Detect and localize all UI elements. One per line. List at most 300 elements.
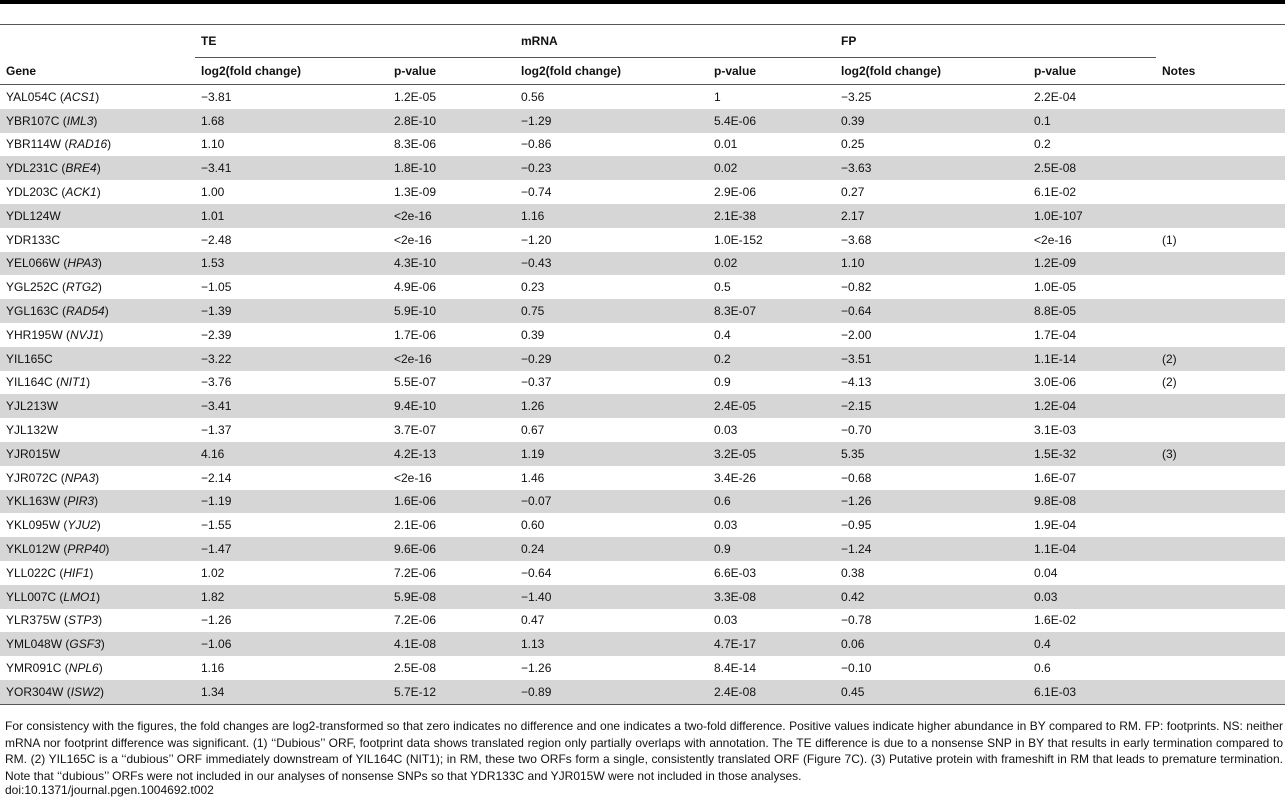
cell-te-p-value: 4.2E-13 [388, 442, 515, 466]
cell-notes [1156, 585, 1285, 609]
group-header-row [0, 25, 1285, 58]
cell-fp-fold-change: −0.82 [841, 280, 872, 295]
cell-te-fold-change: −1.37 [201, 423, 232, 438]
cell-te-fold-change: 1.10 [201, 137, 225, 152]
cell-mrna-p-value: 3.2E-05 [708, 442, 835, 466]
cell-fp-fold-change: −0.64 [835, 299, 1028, 323]
cell-notes [1156, 323, 1285, 347]
cell-gene [0, 371, 195, 395]
column-header-notes: Notes [1156, 58, 1285, 85]
gene-name-paren: ( [60, 542, 68, 557]
gene-name-paren: ( [61, 661, 69, 676]
cell-mrna-fold-change: −1.26 [521, 661, 552, 676]
column-header-fp-p-value: p-value [1028, 58, 1156, 85]
gene-id: YKL095W [6, 518, 61, 533]
cell-mrna-p-value: 2.4E-05 [708, 394, 835, 418]
gene-id: YDR133C [6, 232, 61, 247]
table-row [0, 394, 1285, 418]
gene-name: ACK1 [65, 185, 97, 200]
cell-fp-fold-change: −0.68 [841, 470, 872, 485]
table-row [0, 275, 1285, 299]
gene-name-paren: ) [98, 661, 103, 676]
cell-mrna-fold-change: −0.74 [521, 185, 552, 200]
gene-id: YDL124W [6, 208, 61, 223]
gene-name-paren: ( [62, 327, 71, 342]
cell-mrna-p-value: 0.2 [708, 347, 835, 371]
gene-name-paren: ) [96, 161, 101, 176]
cell-fp-p-value: 1.7E-04 [1034, 327, 1077, 342]
gene-name: YJU2 [67, 518, 97, 533]
table-row [0, 632, 1285, 656]
cell-te-fold-change: −1.06 [195, 632, 388, 656]
cell-mrna-p-value: 0.5 [714, 280, 731, 295]
cell-notes [1156, 394, 1285, 418]
gene-name-paren: ) [99, 327, 104, 342]
cell-te-fold-change: 1.68 [195, 109, 388, 133]
cell-te-fold-change: −3.76 [201, 375, 232, 390]
gene-id: YKL012W [6, 542, 61, 557]
gene-name: NIT1 [60, 375, 87, 390]
gene-name: NPA3 [64, 470, 96, 485]
cell-te-fold-change: −3.41 [195, 394, 388, 418]
cell-gene [0, 537, 195, 561]
gene-name-paren: ) [95, 470, 100, 485]
cell-te-fold-change: −2.39 [201, 327, 232, 342]
cell-fp-p-value: 0.1 [1028, 109, 1156, 133]
cell-fp-fold-change: −1.24 [835, 537, 1028, 561]
cell-mrna-fold-change: 0.23 [521, 280, 545, 295]
cell-notes [1156, 513, 1285, 537]
gene-name: NPL6 [68, 661, 99, 676]
cell-mrna-fold-change: −0.37 [521, 375, 552, 390]
table-row [0, 299, 1285, 323]
gene-name-paren: ( [58, 161, 66, 176]
cell-mrna-fold-change: 1.46 [521, 470, 545, 485]
cell-mrna-p-value: 0.4 [714, 327, 731, 342]
gene-name: RTG2 [66, 280, 98, 295]
table-row [0, 561, 1285, 585]
cell-gene [0, 490, 195, 514]
cell-mrna-fold-change: −0.07 [515, 490, 708, 514]
cell-fp-p-value: 8.8E-05 [1028, 299, 1156, 323]
column-header-te-p-value: p-value [388, 58, 515, 85]
cell-te-fold-change: 1.53 [195, 252, 388, 276]
cell-fp-p-value: 1.9E-04 [1034, 518, 1077, 533]
gene-name-paren: ) [98, 613, 103, 628]
gene-name-paren: ) [105, 542, 110, 557]
cell-te-p-value: <2e-16 [394, 470, 432, 485]
gene-name: IML3 [66, 113, 94, 128]
cell-fp-fold-change: 0.25 [841, 137, 865, 152]
cell-te-p-value: 3.7E-07 [394, 423, 437, 438]
gene-name: LMO1 [63, 589, 97, 604]
cell-gene [0, 418, 195, 442]
cell-fp-p-value: 0.03 [1028, 585, 1156, 609]
cell-te-p-value: 2.8E-10 [388, 109, 515, 133]
cell-mrna-fold-change: 0.56 [521, 89, 545, 104]
cell-notes [1156, 204, 1285, 228]
cell-mrna-fold-change: −0.86 [521, 137, 552, 152]
cell-notes [1156, 275, 1285, 299]
cell-te-fold-change: 1.01 [195, 204, 388, 228]
table-row [0, 656, 1285, 680]
gene-id: YIL164C [6, 375, 53, 390]
cell-fp-fold-change: 0.42 [835, 585, 1028, 609]
cell-fp-fold-change: 0.39 [835, 109, 1028, 133]
cell-gene [0, 442, 195, 466]
column-header-gene: Gene [0, 58, 195, 85]
cell-mrna-p-value: 0.01 [714, 137, 738, 152]
cell-gene [0, 228, 195, 252]
column-header-mrna-p-value: p-value [708, 58, 835, 85]
table-row [0, 418, 1285, 442]
table-row [0, 228, 1285, 252]
cell-te-fold-change: 1.02 [201, 565, 225, 580]
cell-fp-fold-change: −1.26 [835, 490, 1028, 514]
gene-name: HPA3 [67, 256, 98, 271]
cell-gene [0, 109, 195, 133]
cell-fp-fold-change: −0.95 [841, 518, 872, 533]
gene-name-paren: ) [93, 113, 98, 128]
table-row [0, 204, 1285, 228]
gene-name-paren: ) [96, 589, 101, 604]
cell-notes [1156, 418, 1285, 442]
table-row [0, 371, 1285, 395]
cell-mrna-fold-change: 0.47 [521, 613, 545, 628]
cell-fp-p-value: 0.6 [1034, 661, 1051, 676]
cell-mrna-p-value: 6.6E-03 [714, 565, 757, 580]
gene-name-paren: ) [97, 256, 102, 271]
cell-fp-fold-change: −0.70 [841, 423, 872, 438]
cell-notes: (2) [1156, 347, 1285, 371]
table-row [0, 609, 1285, 633]
cell-gene [0, 156, 195, 180]
gene-name-paren: ( [61, 137, 69, 152]
doi-line: doi:10.1371/journal.pgen.1004692.t002 [5, 783, 214, 797]
cell-notes [1156, 133, 1285, 157]
cell-notes: (2) [1162, 375, 1177, 390]
gene-name-paren: ( [58, 280, 67, 295]
cell-gene [0, 394, 195, 418]
cell-te-fold-change: 1.82 [195, 585, 388, 609]
gene-name-paren: ) [107, 137, 112, 152]
gene-name: ISW2 [70, 684, 101, 699]
cell-fp-fold-change: 0.45 [835, 680, 1028, 704]
gene-name: NVJ1 [70, 327, 100, 342]
cell-te-p-value: 2.5E-08 [394, 661, 437, 676]
cell-fp-p-value: 1.5E-32 [1028, 442, 1156, 466]
cell-mrna-p-value: 2.4E-08 [708, 680, 835, 704]
cell-notes [1156, 252, 1285, 276]
cell-mrna-p-value: 0.03 [714, 613, 738, 628]
cell-te-p-value: 8.3E-06 [394, 137, 437, 152]
column-header-te-fold-change: log2(fold change) [195, 58, 388, 85]
cell-gene [0, 180, 195, 204]
gene-name-paren: ) [96, 185, 101, 200]
cell-gene [0, 252, 195, 276]
cell-mrna-p-value: 1.0E-152 [714, 232, 763, 247]
cell-gene [0, 204, 195, 228]
cell-mrna-fold-change: 1.26 [515, 394, 708, 418]
cell-mrna-p-value: 0.02 [708, 156, 835, 180]
column-header-row [0, 58, 1285, 85]
cell-mrna-fold-change: 1.19 [515, 442, 708, 466]
cell-notes [1156, 466, 1285, 490]
cell-fp-p-value: 6.1E-02 [1034, 185, 1077, 200]
cell-te-fold-change: 1.16 [201, 661, 225, 676]
cell-notes [1156, 490, 1285, 514]
cell-gene [0, 632, 195, 656]
column-header-mrna-fold-change: log2(fold change) [515, 58, 708, 85]
gene-name-paren: ) [86, 375, 91, 390]
cell-te-fold-change: 4.16 [195, 442, 388, 466]
cell-te-p-value: 9.4E-10 [388, 394, 515, 418]
cell-te-p-value: 1.8E-10 [388, 156, 515, 180]
gene-name-paren: ( [58, 185, 66, 200]
cell-notes [1156, 656, 1285, 680]
cell-mrna-fold-change: −1.20 [521, 232, 552, 247]
cell-te-fold-change: −1.26 [201, 613, 232, 628]
cell-te-fold-change: −1.05 [201, 280, 232, 295]
cell-gene [0, 323, 195, 347]
cell-fp-fold-change: −4.13 [841, 375, 872, 390]
cell-mrna-fold-change: −0.43 [515, 252, 708, 276]
gene-name: RAD16 [68, 137, 108, 152]
gene-name-paren: ) [104, 304, 109, 319]
group-header-mrna: mRNA [515, 25, 835, 58]
cell-fp-fold-change: −3.68 [841, 232, 872, 247]
cell-mrna-p-value: 2.9E-06 [714, 185, 757, 200]
cell-te-fold-change: −1.55 [201, 518, 232, 533]
gene-name-paren: ( [56, 565, 64, 580]
gene-id: YGL163C [6, 304, 59, 319]
gene-id: YKL163W [6, 494, 61, 509]
group-header-blank [1156, 25, 1285, 58]
column-header-fp-fold-change: log2(fold change) [835, 58, 1028, 85]
table-row [0, 585, 1285, 609]
cell-gene [0, 609, 195, 633]
cell-notes [1156, 632, 1285, 656]
gene-id: YLL022C [6, 565, 57, 580]
cell-mrna-p-value: 8.4E-14 [714, 661, 757, 676]
gene-id: YIL165C [6, 351, 53, 366]
cell-te-p-value: 5.5E-07 [394, 375, 437, 390]
cell-te-fold-change: 1.00 [201, 185, 225, 200]
cell-fp-fold-change: −2.00 [841, 327, 872, 342]
gene-name-paren: ) [97, 280, 102, 295]
cell-mrna-fold-change: 1.13 [515, 632, 708, 656]
cell-fp-p-value: 1.0E-107 [1028, 204, 1156, 228]
group-header-fp: FP [835, 25, 1156, 58]
group-header-te: TE [195, 25, 515, 58]
cell-gene [0, 85, 195, 109]
cell-te-fold-change: −2.14 [201, 470, 232, 485]
cell-mrna-fold-change: −0.89 [515, 680, 708, 704]
cell-fp-fold-change: −0.78 [841, 613, 872, 628]
gene-id: YHR195W [6, 327, 63, 342]
cell-te-p-value: 5.9E-08 [388, 585, 515, 609]
cell-fp-fold-change: −3.51 [835, 347, 1028, 371]
cell-fp-p-value: <2e-16 [1034, 232, 1072, 247]
cell-fp-p-value: 2.5E-08 [1028, 156, 1156, 180]
gene-id: YLL007C [6, 589, 57, 604]
table-row [0, 323, 1285, 347]
gene-id: YAL054C [6, 89, 57, 104]
gene-id: YBR107C [6, 113, 60, 128]
top-rule [0, 0, 1285, 4]
cell-fp-p-value: 1.6E-07 [1034, 470, 1077, 485]
cell-fp-p-value: 0.2 [1034, 137, 1051, 152]
cell-notes: (3) [1156, 442, 1285, 466]
cell-te-p-value: <2e-16 [388, 347, 515, 371]
cell-mrna-p-value: 2.1E-38 [708, 204, 835, 228]
cell-fp-fold-change: −0.10 [841, 661, 872, 676]
gene-id: YEL066W [6, 256, 61, 271]
cell-mrna-p-value: 0.9 [708, 537, 835, 561]
gene-id: YJL213W [6, 399, 59, 414]
cell-mrna-fold-change: −1.29 [515, 109, 708, 133]
table-row [0, 466, 1285, 490]
table-row [0, 156, 1285, 180]
cell-fp-fold-change: 0.38 [841, 565, 865, 580]
cell-notes [1156, 561, 1285, 585]
gene-id: YLR375W [6, 613, 61, 628]
cell-fp-fold-change: 5.35 [835, 442, 1028, 466]
cell-mrna-p-value: 0.6 [708, 490, 835, 514]
cell-mrna-p-value: 3.3E-08 [708, 585, 835, 609]
cell-fp-p-value: 0.4 [1028, 632, 1156, 656]
cell-gene [0, 347, 195, 371]
table-row [0, 180, 1285, 204]
table-row [0, 85, 1285, 109]
cell-gene [0, 585, 195, 609]
cell-fp-fold-change: 0.06 [835, 632, 1028, 656]
cell-fp-p-value: 1.6E-02 [1034, 613, 1077, 628]
cell-fp-p-value: 0.04 [1034, 565, 1058, 580]
cell-gene [0, 466, 195, 490]
cell-te-p-value: 1.7E-06 [394, 327, 437, 342]
gene-name-paren: ( [56, 589, 64, 604]
group-header-blank [0, 25, 195, 58]
gene-name-paren: ( [58, 304, 67, 319]
gene-name-paren: ( [52, 375, 61, 390]
table-row [0, 252, 1285, 276]
cell-mrna-fold-change: −0.29 [515, 347, 708, 371]
cell-mrna-fold-change: −0.23 [515, 156, 708, 180]
gene-name-paren: ( [60, 494, 68, 509]
gene-id: YJR015W [6, 446, 61, 461]
cell-fp-p-value: 2.2E-04 [1034, 89, 1077, 104]
table-row [0, 133, 1285, 157]
cell-fp-p-value: 6.1E-03 [1028, 680, 1156, 704]
cell-te-p-value: 4.9E-06 [394, 280, 437, 295]
cell-notes [1156, 537, 1285, 561]
gene-name-paren: ) [100, 637, 105, 652]
gene-id: YOR304W [6, 684, 64, 699]
cell-te-p-value: 1.2E-05 [394, 89, 437, 104]
gene-id: YDL231C [6, 161, 59, 176]
cell-te-fold-change: −3.81 [201, 89, 232, 104]
cell-mrna-fold-change: 0.75 [515, 299, 708, 323]
cell-notes: (1) [1162, 232, 1177, 247]
cell-fp-fold-change: −2.15 [835, 394, 1028, 418]
cell-te-p-value: 1.6E-06 [388, 490, 515, 514]
cell-te-fold-change: −2.48 [201, 232, 232, 247]
cell-mrna-fold-change: 0.24 [515, 537, 708, 561]
results-table-container [0, 24, 1285, 705]
table-row [0, 490, 1285, 514]
cell-fp-p-value: 1.1E-14 [1028, 347, 1156, 371]
cell-fp-fold-change: 2.17 [835, 204, 1028, 228]
cell-te-p-value: 7.2E-06 [394, 565, 437, 580]
gene-id: YML048W [6, 637, 63, 652]
cell-notes [1156, 299, 1285, 323]
cell-mrna-p-value: 5.4E-06 [708, 109, 835, 133]
gene-name-paren: ) [94, 494, 99, 509]
cell-notes [1156, 109, 1285, 133]
cell-gene [0, 513, 195, 537]
gene-name: STP3 [68, 613, 99, 628]
gene-name: BRE4 [65, 161, 97, 176]
gene-name-paren: ( [62, 637, 70, 652]
cell-te-p-value: 1.3E-09 [394, 185, 437, 200]
cell-mrna-p-value: 0.03 [714, 423, 738, 438]
cell-fp-p-value: 3.0E-06 [1034, 375, 1077, 390]
gene-name-paren: ( [57, 470, 65, 485]
cell-gene [0, 275, 195, 299]
cell-mrna-p-value: 4.7E-17 [708, 632, 835, 656]
cell-mrna-p-value: 1 [714, 89, 721, 104]
cell-mrna-p-value: 0.02 [708, 252, 835, 276]
table-footnote: For consistency with the figures, the fold changes are log2-transformed so that zero indicates no difference and one indicates a two-fold difference. Positive values indicate higher abundance in BY compared to RM. FP: footprints. NS: neither mRNA nor footprint difference was significant. (1) ‘‘Dubious’’ ORF, footprint data shows translated region only partially overlaps with annotation. The TE difference is due to a nonsense SNP in BY that results in early termination compared to RM. (2) YIL165C is a ‘‘dubious’’ ORF immediately downstream of YIL164C (NIT1); in RM, these two ORFs form a single, consistently translated ORF (Figure 7C). (3) Putative protein with frameshift in RM that leads to premature termination. Note that ‘‘dubious’’ ORFs were not included in our analyses of nonsense SNPs so that YDR133C and YJR015W were not included in those analyses. [5, 719, 1283, 783]
cell-mrna-p-value: 8.3E-07 [708, 299, 835, 323]
gene-id: YJL132W [6, 423, 59, 438]
cell-fp-p-value: 1.2E-09 [1028, 252, 1156, 276]
table-body [0, 85, 1285, 705]
gene-id: YBR114W [6, 137, 62, 152]
cell-notes [1156, 680, 1285, 704]
results-table [0, 24, 1285, 705]
gene-name-paren: ) [89, 565, 94, 580]
gene-name: HIF1 [63, 565, 90, 580]
cell-gene [0, 680, 195, 704]
cell-gene [0, 561, 195, 585]
cell-fp-p-value: 3.1E-03 [1034, 423, 1077, 438]
cell-te-fold-change: −1.47 [195, 537, 388, 561]
cell-gene [0, 656, 195, 680]
cell-te-fold-change: −3.22 [195, 347, 388, 371]
cell-te-fold-change: −1.19 [195, 490, 388, 514]
cell-gene [0, 299, 195, 323]
table-row [0, 513, 1285, 537]
cell-mrna-p-value: 3.4E-26 [714, 470, 757, 485]
cell-fp-fold-change: −3.63 [835, 156, 1028, 180]
cell-mrna-fold-change: 1.16 [515, 204, 708, 228]
cell-te-p-value: 2.1E-06 [394, 518, 437, 533]
cell-te-p-value: 5.7E-12 [388, 680, 515, 704]
table-row [0, 109, 1285, 133]
gene-name-paren: ( [56, 89, 64, 104]
cell-fp-p-value: 1.0E-05 [1034, 280, 1077, 295]
gene-name-paren: ) [96, 518, 101, 533]
cell-fp-p-value: 1.2E-04 [1028, 394, 1156, 418]
gene-name: ACS1 [63, 89, 96, 104]
cell-mrna-fold-change: 0.60 [521, 518, 545, 533]
gene-name-paren: ( [63, 684, 71, 699]
cell-gene [0, 133, 195, 157]
gene-id: YMR091C [6, 661, 62, 676]
cell-mrna-fold-change: −0.64 [521, 565, 552, 580]
